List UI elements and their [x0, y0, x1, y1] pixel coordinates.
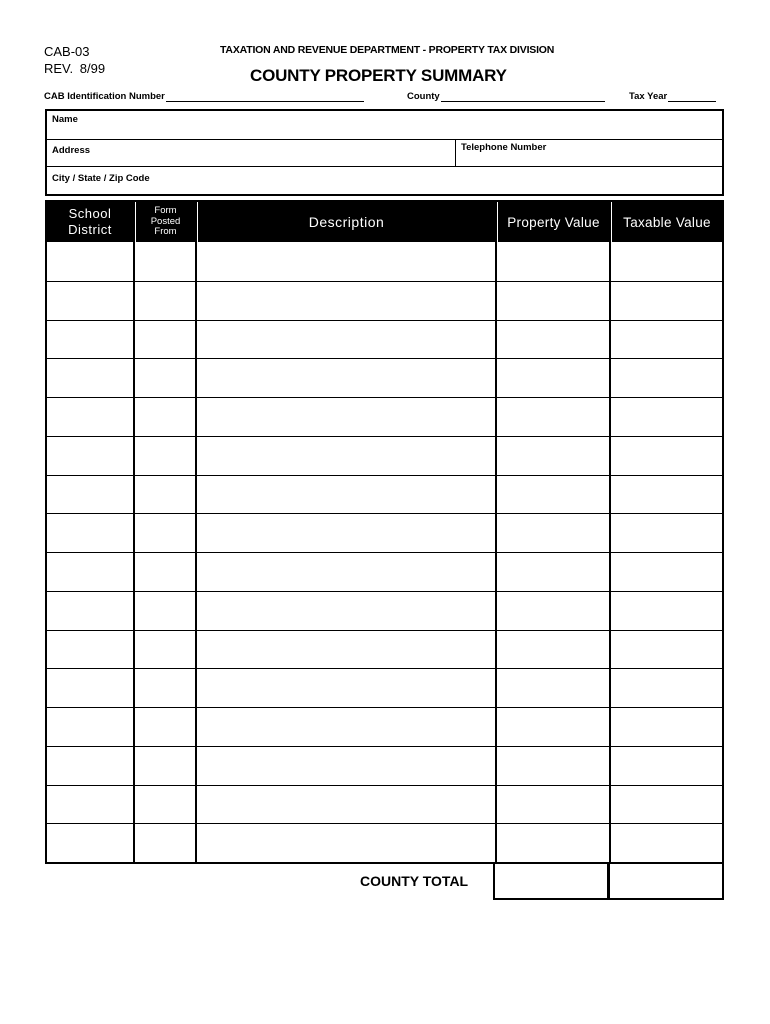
name-label: Name	[52, 114, 78, 125]
form-revision: REV. 8/99	[44, 61, 106, 76]
table-row-divider	[47, 785, 722, 786]
department-name: TAXATION AND REVENUE DEPARTMENT - PROPERTY TAX DIVISION	[220, 44, 555, 56]
tax-year-label: Tax Year	[629, 91, 668, 102]
telephone-label: Telephone Number	[461, 142, 547, 153]
table-row-divider	[47, 397, 722, 398]
address-label: Address	[52, 145, 91, 156]
county-blank[interactable]	[441, 91, 605, 102]
header-taxable-value: Taxable Value	[612, 202, 722, 242]
city-state-zip-field[interactable]	[52, 173, 150, 184]
table-row-divider	[47, 513, 722, 514]
table-row-divider	[47, 823, 722, 824]
tax-year-field[interactable]	[629, 91, 716, 102]
header-property-value: Property Value	[498, 202, 609, 242]
table-row-divider	[47, 320, 722, 321]
header-school-district: School District	[47, 202, 133, 242]
header-description: Description	[198, 202, 495, 242]
table-row-divider	[47, 436, 722, 437]
cab-id-blank[interactable]	[166, 91, 364, 102]
county-total-taxable-value[interactable]	[607, 862, 724, 900]
city-state-zip-label: City / State / Zip Code	[52, 173, 150, 184]
tax-year-blank[interactable]	[668, 91, 716, 102]
table-row-divider	[47, 746, 722, 747]
county-total-label: COUNTY TOTAL	[360, 873, 469, 889]
property-summary-table	[45, 200, 724, 864]
table-row-divider	[47, 707, 722, 708]
table-row-divider	[47, 591, 722, 592]
header-form-posted-from: Form Posted From	[136, 202, 195, 242]
table-row-divider	[47, 668, 722, 669]
county-label: County	[407, 91, 440, 102]
address-field[interactable]	[52, 145, 90, 156]
cab-id-field[interactable]	[44, 91, 364, 102]
table-row-divider	[47, 475, 722, 476]
table-row-divider	[47, 358, 722, 359]
form-title: COUNTY PROPERTY SUMMARY	[250, 66, 507, 85]
cab-id-label: CAB Identification Number	[44, 91, 165, 102]
table-row-divider	[47, 552, 722, 553]
county-field[interactable]	[407, 91, 605, 102]
telephone-field[interactable]	[461, 142, 546, 153]
table-row-divider	[47, 281, 722, 282]
form-code: CAB-03	[44, 44, 90, 59]
county-total-property-value[interactable]	[493, 862, 610, 900]
taxpayer-info-box	[45, 109, 724, 196]
table-row-divider	[47, 630, 722, 631]
name-field[interactable]	[52, 114, 78, 125]
